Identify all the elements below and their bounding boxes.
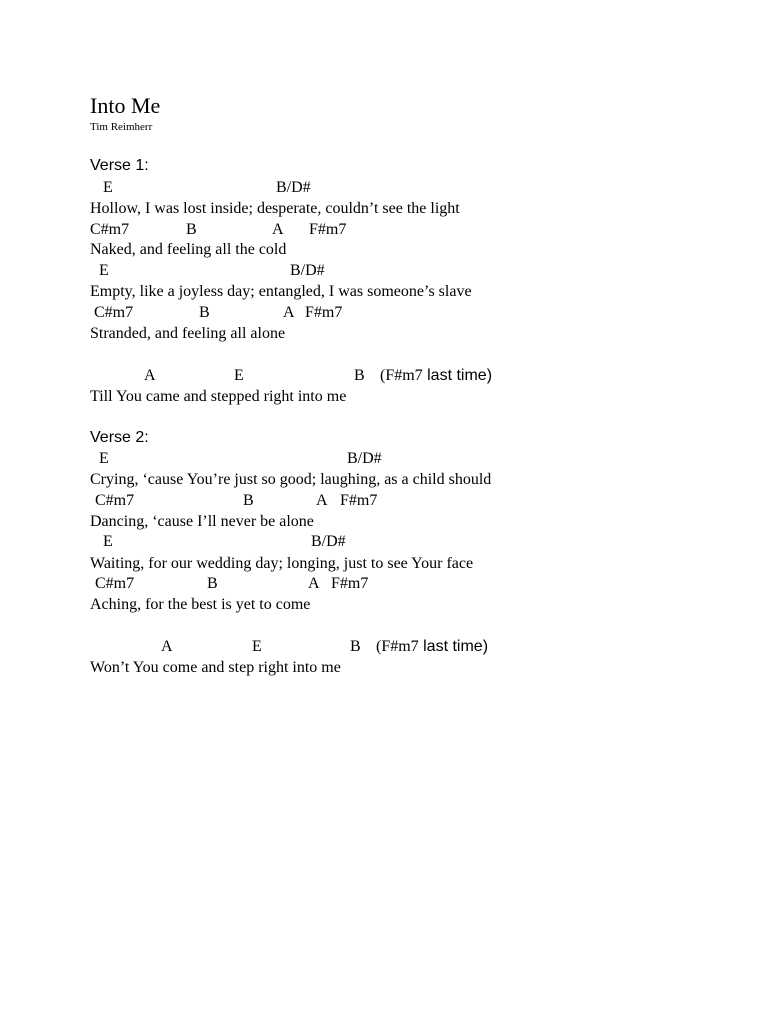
lyric-line: Crying, ‘cause You’re just so good; laughing, as a child should	[90, 471, 492, 488]
lyric-line: Till You came and stepped right into me	[90, 388, 347, 405]
last-time-note	[376, 637, 488, 657]
chord-line	[0, 637, 768, 657]
chord: B	[350, 638, 361, 655]
chord-line	[0, 366, 768, 386]
lyric-line: Won’t You come and step right into me	[90, 659, 341, 676]
chord: A	[272, 221, 284, 238]
chord: C#m7	[95, 575, 135, 592]
chord: E	[99, 450, 109, 467]
note-chord: (F#m7	[380, 367, 423, 384]
lyric-line: Waiting, for our wedding day; longing, just to see Your face	[90, 555, 474, 572]
verse-2-heading: Verse 2:	[90, 429, 149, 446]
song-author: Tim Reimherr	[90, 121, 153, 133]
verse-1-heading: Verse 1:	[90, 157, 149, 174]
note-text: last time)	[418, 638, 489, 655]
chord: B/D#	[276, 179, 311, 196]
chord: F#m7	[331, 575, 369, 592]
chord: F#m7	[305, 304, 343, 321]
chord: C#m7	[90, 221, 130, 238]
note-text: last time)	[422, 367, 493, 384]
chord: B/D#	[347, 450, 382, 467]
lyric-line: Naked, and feeling all the cold	[90, 241, 287, 258]
chord: B	[354, 367, 365, 384]
chord: E	[99, 262, 109, 279]
chord-line	[0, 574, 768, 594]
chord: B	[186, 221, 197, 238]
chord: B	[243, 492, 254, 509]
chord: B/D#	[290, 262, 325, 279]
chord-line	[0, 532, 768, 552]
song-title: Into Me	[90, 93, 161, 118]
chord: A	[161, 638, 173, 655]
chord: E	[234, 367, 244, 384]
chord-line	[0, 261, 768, 281]
lyric-line: Empty, like a joyless day; entangled, I was someone’s slave	[90, 283, 472, 300]
note-chord: (F#m7	[376, 638, 419, 655]
chord: E	[103, 533, 113, 550]
chord-line	[0, 220, 768, 240]
lyric-line: Aching, for the best is yet to come	[90, 596, 311, 613]
lyric-line: Stranded, and feeling all alone	[90, 325, 286, 342]
chord: A	[308, 575, 320, 592]
chord: F#m7	[340, 492, 378, 509]
chord: C#m7	[95, 492, 135, 509]
chord: A	[316, 492, 328, 509]
chord: F#m7	[309, 221, 347, 238]
last-time-note	[380, 366, 492, 386]
chord: E	[103, 179, 113, 196]
chord: E	[252, 638, 262, 655]
chord: C#m7	[94, 304, 134, 321]
chord-line	[0, 449, 768, 469]
lyric-line: Dancing, ‘cause I’ll never be alone	[90, 513, 314, 530]
chord: B	[199, 304, 210, 321]
lyric-line: Hollow, I was lost inside; desperate, couldn’t see the light	[90, 200, 460, 217]
chord-line	[0, 303, 768, 323]
chord-line	[0, 178, 768, 198]
chord: A	[144, 367, 156, 384]
chord: B	[207, 575, 218, 592]
chord: A	[283, 304, 295, 321]
chord-line	[0, 491, 768, 511]
chord: B/D#	[311, 533, 346, 550]
